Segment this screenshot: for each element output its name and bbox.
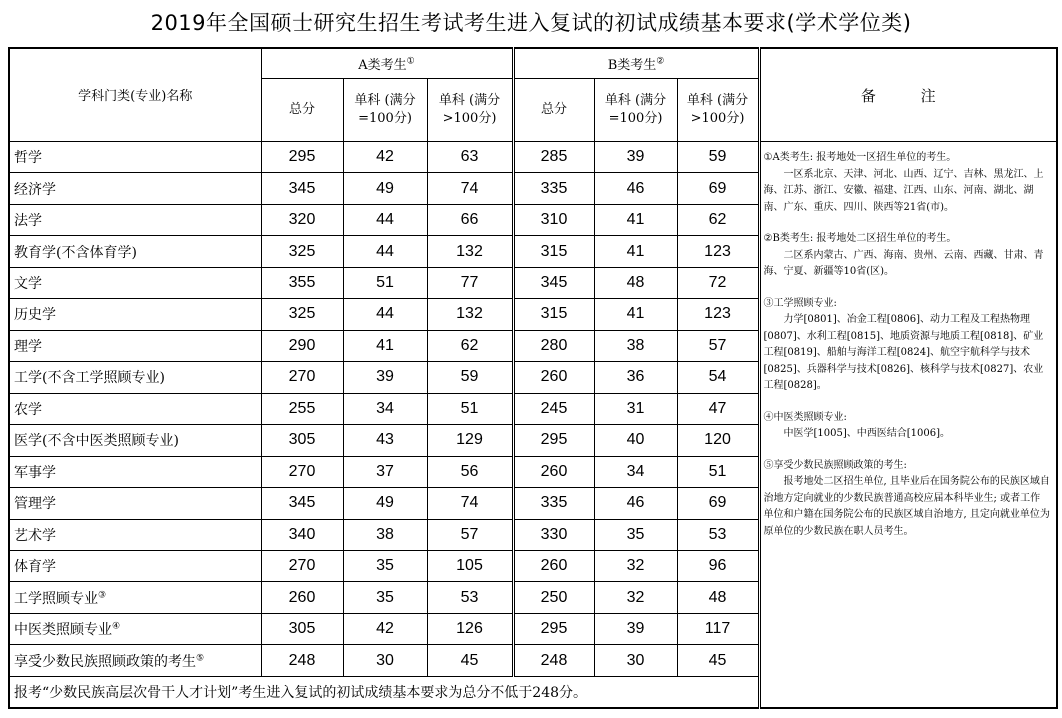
a-total-score: 320 <box>261 204 343 235</box>
a-total-score: 345 <box>261 173 343 204</box>
b-single-100-header <box>594 78 677 141</box>
a-single-100-score: 38 <box>343 519 427 550</box>
a-single-100-header <box>343 78 427 141</box>
b-total-score: 315 <box>513 236 594 267</box>
group-a-label: A类考生 <box>358 57 407 73</box>
a-single-gt100-score: 63 <box>427 141 513 172</box>
remark-1-title: ①A类考生: 报考地处一区招生单位的考生。 <box>763 152 957 163</box>
a-single-100-score: 37 <box>343 456 427 487</box>
a-total-score: 270 <box>261 551 343 582</box>
a-single-gt100-score: 132 <box>427 299 513 330</box>
group-b-mark: ② <box>656 56 665 67</box>
a-single-gt100-score: 57 <box>427 519 513 550</box>
a-total-score: 305 <box>261 425 343 456</box>
b-single-100-score: 31 <box>594 393 677 424</box>
a-single-gt100-score: 129 <box>427 425 513 456</box>
a-single-100-score: 44 <box>343 236 427 267</box>
a-single-gt100-score: 126 <box>427 613 513 644</box>
subject-label: 经济学 <box>14 181 56 198</box>
subject-column-header: 学科门类(专业)名称 <box>9 48 261 141</box>
remark-3-title: ③工学照顾专业: <box>763 297 837 309</box>
subject-name <box>9 582 261 613</box>
b-single-gt100-score: 59 <box>677 141 759 172</box>
a-total-score: 340 <box>261 519 343 550</box>
subject-label: 文学 <box>14 276 42 293</box>
b-single-gt100-score: 123 <box>677 236 759 267</box>
subject-name <box>9 613 261 644</box>
a-single-100-score: 44 <box>343 299 427 330</box>
b-total-score: 335 <box>513 173 594 204</box>
remark-3-body: 力学[0801]、冶金工程[0806]、动力工程及工程热物理[0807]、水利工程[0815]、地质资源与地质工程[0818]、矿业工程[0819]、船舶与海洋工程[0824]、航空宇航科学与技术[0825]、兵器科学与技术[0826]、核科学与技术[0827]、农业工程[0828]。 <box>763 314 1044 391</box>
subject-name <box>9 425 261 456</box>
subject-label: 理学 <box>14 338 42 355</box>
subject-label: 法学 <box>14 213 42 230</box>
subject-name <box>9 267 261 298</box>
a-single-gt100-score: 66 <box>427 204 513 235</box>
b-single-100-score: 46 <box>594 173 677 204</box>
b-single-100-score: 41 <box>594 236 677 267</box>
a-single-gt100-score: 74 <box>427 173 513 204</box>
b-single-100-score: 48 <box>594 267 677 298</box>
a-single-gt100-score: 45 <box>427 645 513 676</box>
b-total-score: 245 <box>513 393 594 424</box>
a-total-score: 260 <box>261 582 343 613</box>
subject-label: 管理学 <box>14 496 56 513</box>
a-single-100-score: 42 <box>343 613 427 644</box>
remark-5-body: 报考地处二区招生单位, 且毕业后在国务院公布的民族区域自治地方定向就业的少数民族普通高校应届本科毕业生; 或者工作单位和户籍在国务院公布的民族区域自治地方, 且定向就业单位为原单位的少数民族在职人员考生。 <box>763 476 1050 537</box>
a-total-score: 355 <box>261 267 343 298</box>
b-single-100-score: 34 <box>594 456 677 487</box>
b-total-score: 260 <box>513 551 594 582</box>
b-single-100-score: 41 <box>594 204 677 235</box>
b-single-gt100-line1: 单科 (满分 <box>686 92 749 108</box>
subject-name <box>9 519 261 550</box>
b-total-score: 295 <box>513 613 594 644</box>
b-single-gt100-score: 54 <box>677 362 759 393</box>
b-total-score: 310 <box>513 204 594 235</box>
a-single-gt100-line2: >100分) <box>442 110 497 126</box>
b-single-gt100-score: 117 <box>677 613 759 644</box>
b-single-gt100-header <box>677 78 759 141</box>
subject-label: 工学照顾专业 <box>14 590 98 607</box>
subject-name <box>9 393 261 424</box>
a-total-score: 290 <box>261 330 343 361</box>
subject-label: 农学 <box>14 401 42 418</box>
a-single-gt100-header <box>427 78 513 141</box>
a-single-100-line2: =100分) <box>358 110 412 126</box>
remark-3 <box>764 296 1051 395</box>
b-single-gt100-score: 69 <box>677 173 759 204</box>
b-single-100-score: 36 <box>594 362 677 393</box>
footnote: 报考“少数民族高层次骨干人才计划”考生进入复试的初试成绩基本要求为总分不低于248分。 <box>9 676 759 708</box>
b-single-100-score: 46 <box>594 488 677 519</box>
subject-name <box>9 645 261 676</box>
subject-label: 医学(不含中医类照顾专业) <box>14 433 179 450</box>
subject-label: 工学(不含工学照顾专业) <box>14 370 165 387</box>
a-single-gt100-line1: 单科 (满分 <box>438 92 501 108</box>
b-single-100-score: 40 <box>594 425 677 456</box>
remark-4 <box>764 410 1051 443</box>
subject-name <box>9 488 261 519</box>
b-single-gt100-score: 53 <box>677 519 759 550</box>
b-single-gt100-line2: >100分) <box>690 110 745 126</box>
b-single-gt100-score: 51 <box>677 456 759 487</box>
a-single-100-score: 44 <box>343 204 427 235</box>
a-single-100-score: 42 <box>343 141 427 172</box>
a-single-100-score: 35 <box>343 551 427 582</box>
a-total-header: 总分 <box>261 78 343 141</box>
a-total-score: 325 <box>261 299 343 330</box>
b-single-gt100-score: 62 <box>677 204 759 235</box>
subject-label: 艺术学 <box>14 527 56 544</box>
a-single-gt100-score: 74 <box>427 488 513 519</box>
b-single-100-score: 39 <box>594 613 677 644</box>
b-total-score: 315 <box>513 299 594 330</box>
b-total-score: 345 <box>513 267 594 298</box>
a-single-100-score: 49 <box>343 173 427 204</box>
group-a-header <box>261 48 513 78</box>
a-total-score: 270 <box>261 362 343 393</box>
b-single-100-line1: 单科 (满分 <box>604 92 667 108</box>
a-single-100-score: 34 <box>343 393 427 424</box>
subject-name <box>9 173 261 204</box>
b-single-100-score: 41 <box>594 299 677 330</box>
a-total-score: 295 <box>261 141 343 172</box>
a-total-score: 345 <box>261 488 343 519</box>
remark-2-body: 二区系内蒙古、广西、海南、贵州、云南、西藏、甘肃、青海、宁夏、新疆等10省(区)。 <box>763 249 1044 277</box>
a-total-score: 325 <box>261 236 343 267</box>
b-single-100-score: 39 <box>594 141 677 172</box>
a-single-gt100-score: 77 <box>427 267 513 298</box>
a-total-score: 305 <box>261 613 343 644</box>
a-single-100-score: 41 <box>343 330 427 361</box>
subject-label: 军事学 <box>14 464 56 481</box>
group-a-mark: ① <box>406 56 415 67</box>
b-single-100-score: 30 <box>594 645 677 676</box>
remark-5 <box>764 458 1051 541</box>
b-single-gt100-score: 57 <box>677 330 759 361</box>
subject-name <box>9 141 261 172</box>
remark-4-title: ④中医类照顾专业: <box>763 411 847 423</box>
b-single-gt100-score: 45 <box>677 645 759 676</box>
a-single-gt100-score: 59 <box>427 362 513 393</box>
b-single-gt100-score: 69 <box>677 488 759 519</box>
b-single-100-score: 32 <box>594 551 677 582</box>
subject-label: 教育学(不含体育学) <box>14 244 137 261</box>
b-single-100-score: 32 <box>594 582 677 613</box>
subject-name <box>9 236 261 267</box>
b-single-100-score: 35 <box>594 519 677 550</box>
a-single-100-score: 43 <box>343 425 427 456</box>
a-total-score: 270 <box>261 456 343 487</box>
note-mark: ④ <box>112 621 121 632</box>
b-total-score: 250 <box>513 582 594 613</box>
subject-name <box>9 204 261 235</box>
page-title: 2019年全国硕士研究生招生考试考生进入复试的初试成绩基本要求(学术学位类) <box>150 11 912 35</box>
remarks-body <box>761 142 1057 540</box>
b-total-score: 260 <box>513 362 594 393</box>
a-total-score: 255 <box>261 393 343 424</box>
a-single-gt100-score: 56 <box>427 456 513 487</box>
b-single-gt100-score: 120 <box>677 425 759 456</box>
a-total-score: 248 <box>261 645 343 676</box>
b-total-score: 260 <box>513 456 594 487</box>
a-single-gt100-score: 51 <box>427 393 513 424</box>
remark-2 <box>764 231 1051 281</box>
b-total-score: 285 <box>513 141 594 172</box>
b-single-gt100-score: 96 <box>677 551 759 582</box>
subject-label: 历史学 <box>14 307 56 324</box>
remark-5-title: ⑤享受少数民族照顾政策的考生: <box>763 459 907 471</box>
a-single-gt100-score: 132 <box>427 236 513 267</box>
subject-label: 哲学 <box>14 150 42 167</box>
b-single-gt100-score: 123 <box>677 299 759 330</box>
group-b-header <box>513 48 759 78</box>
b-single-gt100-score: 48 <box>677 582 759 613</box>
subject-name <box>9 299 261 330</box>
subject-label: 体育学 <box>14 559 56 576</box>
b-single-100-score: 38 <box>594 330 677 361</box>
a-single-100-score: 39 <box>343 362 427 393</box>
remark-1 <box>764 150 1051 216</box>
b-total-score: 248 <box>513 645 594 676</box>
subject-name <box>9 551 261 582</box>
note-mark: ⑤ <box>196 652 205 663</box>
a-single-100-score: 30 <box>343 645 427 676</box>
b-total-score: 280 <box>513 330 594 361</box>
group-b-label: B类考生 <box>607 57 657 73</box>
subject-label: 享受少数民族照顾政策的考生 <box>14 653 196 670</box>
remark-4-body: 中医学[1005]、中西医结合[1006]。 <box>783 428 951 439</box>
note-mark: ③ <box>98 590 107 601</box>
a-single-100-line1: 单科 (满分 <box>354 92 416 108</box>
a-single-gt100-score: 62 <box>427 330 513 361</box>
b-total-header: 总分 <box>513 78 594 141</box>
a-single-gt100-score: 105 <box>427 551 513 582</box>
remarks-header: 备 注 <box>761 49 1057 142</box>
a-single-100-score: 49 <box>343 488 427 519</box>
subject-label: 中医类照顾专业 <box>14 622 112 639</box>
b-total-score: 335 <box>513 488 594 519</box>
b-single-100-line2: =100分) <box>608 110 663 126</box>
subject-name <box>9 456 261 487</box>
b-total-score: 295 <box>513 425 594 456</box>
score-table <box>8 47 1058 709</box>
subject-name <box>9 362 261 393</box>
a-single-100-score: 51 <box>343 267 427 298</box>
a-single-gt100-score: 53 <box>427 582 513 613</box>
b-single-gt100-score: 72 <box>677 267 759 298</box>
remarks-column <box>759 48 1057 708</box>
b-total-score: 330 <box>513 519 594 550</box>
b-single-gt100-score: 47 <box>677 393 759 424</box>
subject-name <box>9 330 261 361</box>
a-single-100-score: 35 <box>343 582 427 613</box>
remark-1-body: 一区系北京、天津、河北、山西、辽宁、吉林、黑龙江、上海、江苏、浙江、安徽、福建、江西、山东、河南、湖北、湖南、广东、重庆、四川、陕西等21省(市)。 <box>763 168 1044 213</box>
remark-2-title: ②B类考生: 报考地处二区招生单位的考生。 <box>763 233 957 244</box>
